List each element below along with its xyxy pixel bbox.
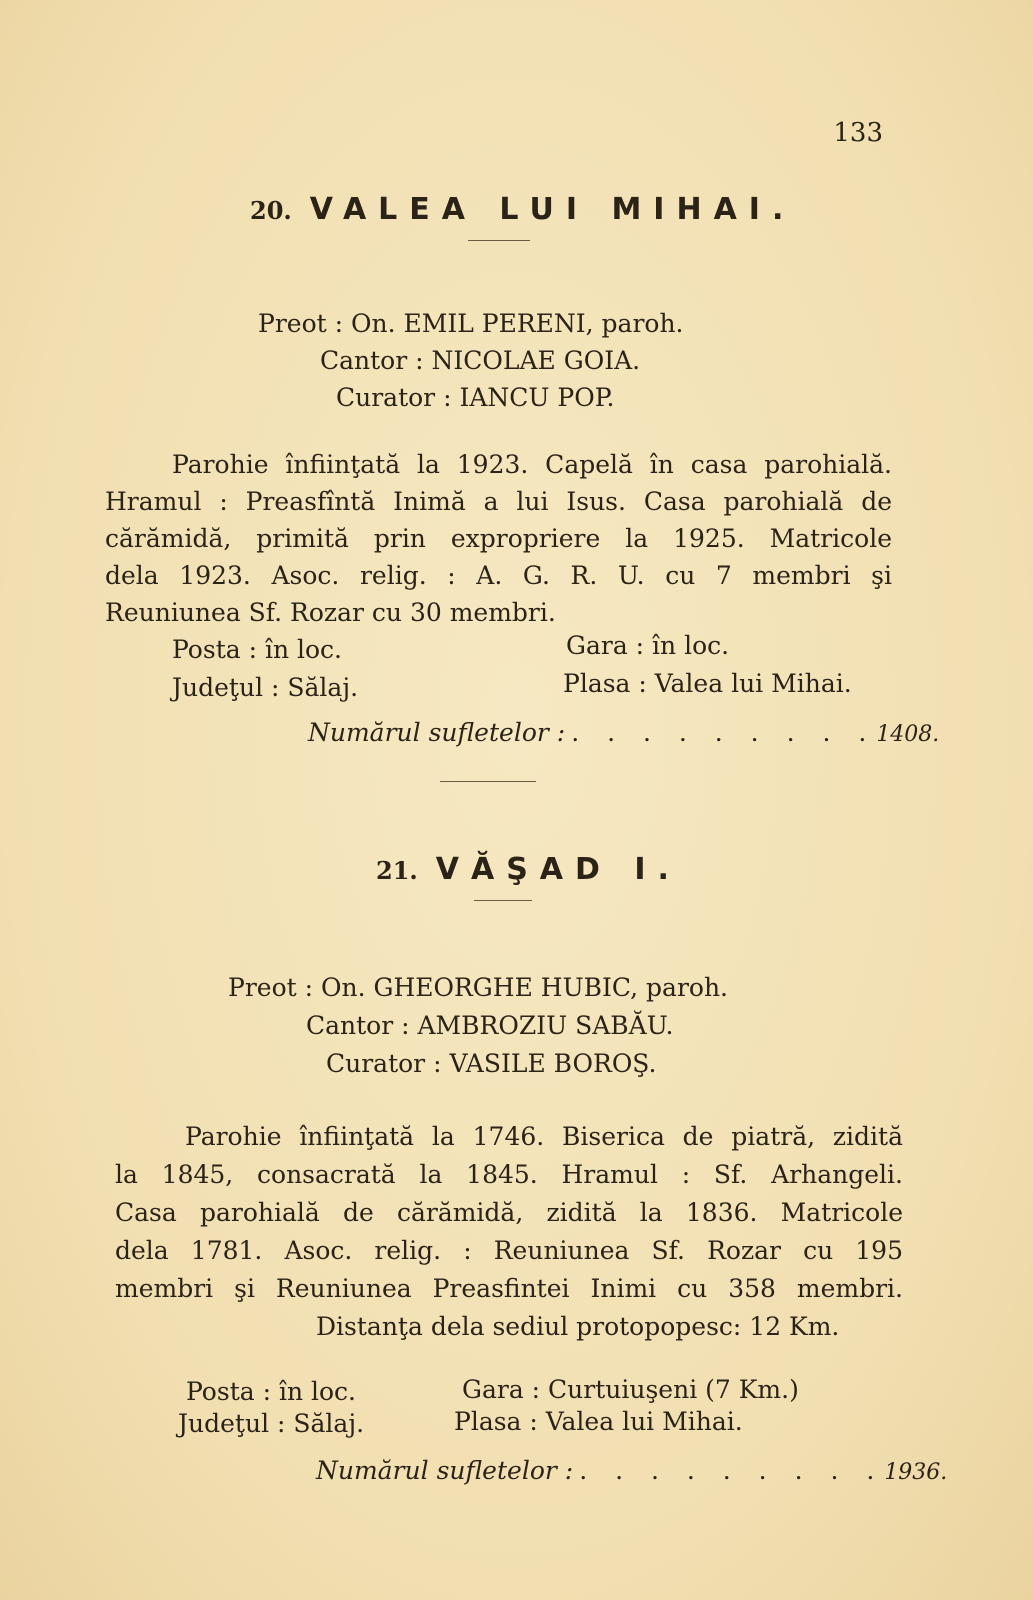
section-number: 20. <box>250 196 292 225</box>
body-line: Reuniunea Sf. Rozar cu 30 membri. <box>105 598 556 627</box>
distance-line: Distanţa dela sediul protopopesc: 12 Km. <box>316 1312 840 1341</box>
posta-line: Posta : în loc. <box>186 1377 356 1406</box>
priest-line: Preot : On. EMIL PERENI, paroh. <box>258 309 684 338</box>
souls-label: Numărul sufletelor : <box>316 1456 574 1485</box>
judetul-line: Judeţul : Sălaj. <box>172 673 359 702</box>
section-21-heading <box>376 852 681 887</box>
souls-value: 1408. <box>876 722 940 747</box>
body-line: la 1845, consacrată la 1845. Hramul : Sf. Arhangeli. <box>115 1160 903 1189</box>
body-line: Hramul : Preasfîntă Inimă a lui Isus. Casa parohială de <box>105 487 892 516</box>
gara-line: Gara : Curtuiuşeni (7 Km.) <box>462 1375 799 1404</box>
plasa-line: Plasa : Valea lui Mihai. <box>454 1407 743 1436</box>
souls-count-row <box>316 1456 948 1485</box>
cantor-line: Cantor : AMBROZIU SABĂU. <box>306 1011 674 1040</box>
leader-dots: . . . . . . . . . <box>571 718 877 747</box>
priest-line: Preot : On. GHEORGHE HUBIC, paroh. <box>228 973 728 1002</box>
section-20-heading <box>250 192 795 227</box>
plasa-line: Plasa : Valea lui Mihai. <box>563 669 852 698</box>
body-line: dela 1781. Asoc. relig. : Reuniunea Sf. Rozar cu 195 <box>115 1236 903 1265</box>
section-title: VĂŞAD I. <box>435 852 681 887</box>
curator-line: Curator : IANCU POP. <box>336 383 615 412</box>
souls-count-row <box>308 718 940 747</box>
gara-line: Gara : în loc. <box>566 631 730 660</box>
section-number: 21. <box>376 856 418 885</box>
body-line: Casa parohială de cărămidă, zidită la 1836. Matricole <box>115 1198 903 1227</box>
curator-line: Curator : VASILE BOROŞ. <box>326 1049 657 1078</box>
page-number: 133 <box>833 118 883 148</box>
body-line: membri şi Reuniunea Preasfintei Inimi cu 358 membri. <box>115 1274 903 1303</box>
body-line: Parohie înfiinţată la 1746. Biserica de piatră, zidită <box>185 1122 903 1151</box>
body-line: Parohie înfiinţată la 1923. Capelă în casa parohială. <box>172 450 892 479</box>
divider <box>468 240 530 241</box>
souls-label: Numărul sufletelor : <box>308 718 566 747</box>
divider <box>440 781 536 782</box>
posta-line: Posta : în loc. <box>172 635 342 664</box>
cantor-line: Cantor : NICOLAE GOIA. <box>320 346 641 375</box>
body-line: cărămidă, primită prin expropriere la 1925. Matricole <box>105 524 892 553</box>
judetul-line: Judeţul : Sălaj. <box>178 1409 365 1438</box>
souls-value: 1936. <box>884 1460 948 1485</box>
leader-dots: . . . . . . . . . <box>579 1456 885 1485</box>
divider <box>474 900 532 901</box>
section-title: VALEA LUI MIHAI. <box>309 192 796 227</box>
body-line: dela 1923. Asoc. relig. : A. G. R. U. cu 7 membri şi <box>105 561 892 590</box>
